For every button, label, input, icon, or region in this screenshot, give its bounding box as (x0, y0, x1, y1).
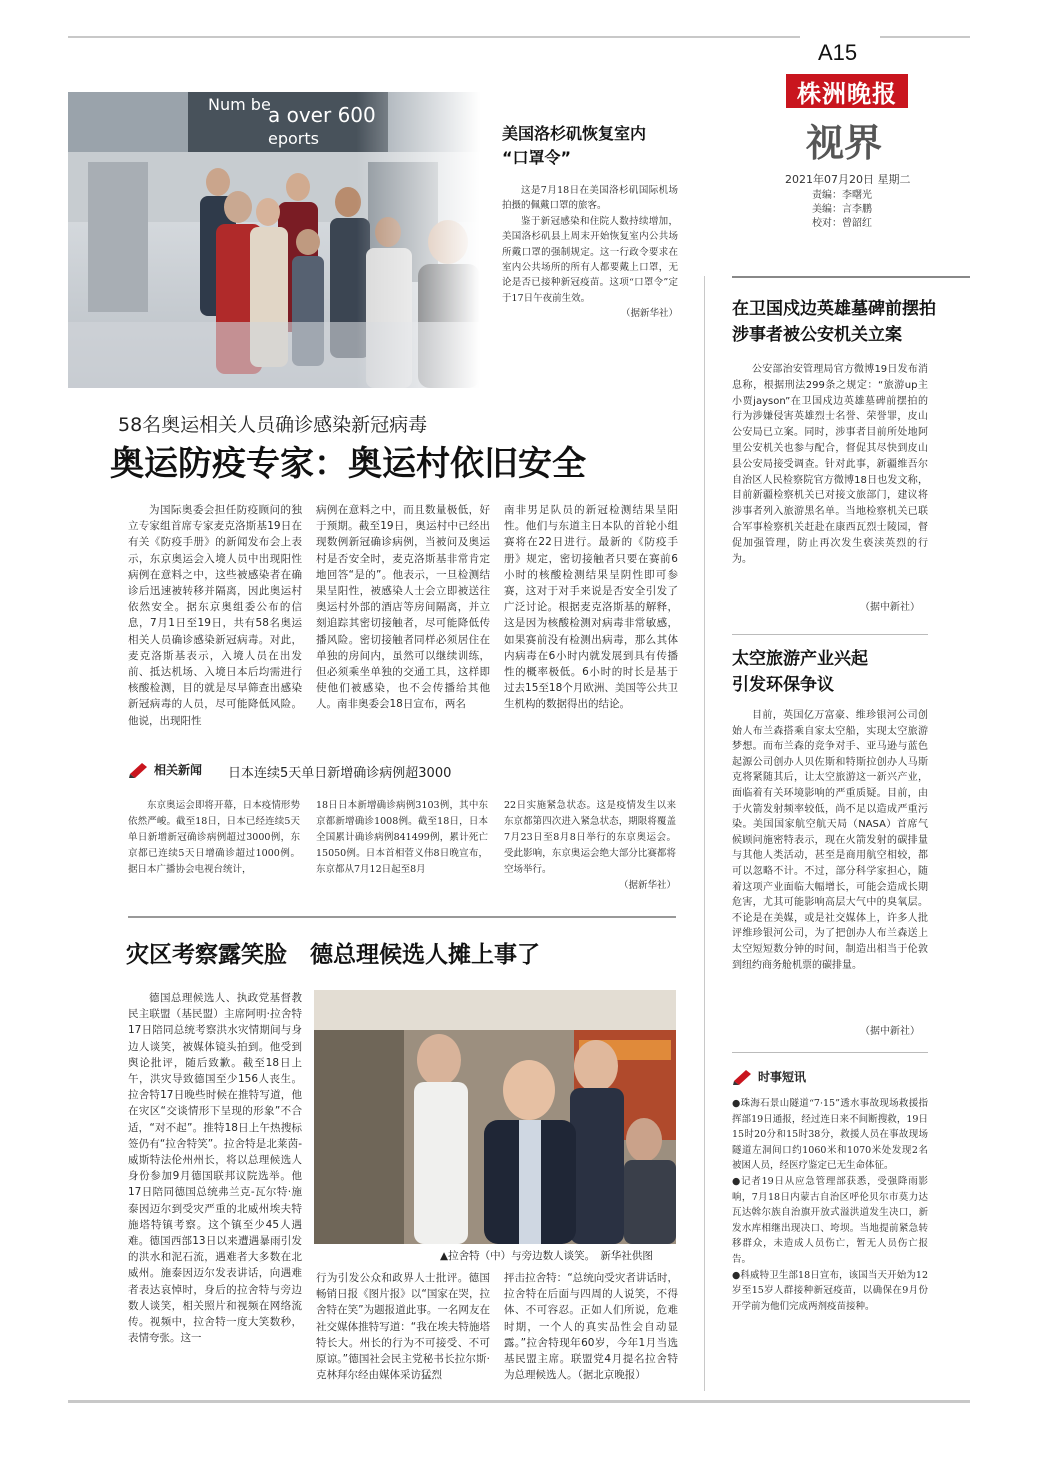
space-body-text: 目前，英国亿万富豪、维珍银河公司创始人布兰森搭乘自家太空船，实现太空旅游梦想。而布兰森的竞争对手、亚马逊与蓝色起源公司创办人贝佐斯和特斯拉创办人马斯克将紧随其后，让太空旅游这一新兴产业，面临着有关环境影响的严重质疑。目前，由于火箭发射频率较低，尚不足以造成严重污染。美国国家航空航天局（NASA）首席气候顾问施密特表示，现在火箭发射的碳排量与其他人类活动，甚至是商用航空相较，都可以忽略不计。不过，部分科学家担心，随着这项产业面临大幅增长，可能会造成长期危害，尤其可能影响高层大气中的臭氧层。不论是在美媒，或是社交媒体上，许多人批评维珍银河公司，为了把创办人布兰森送上太空短短数分钟的时间，制造出相当于伦敦到纽约商务舱机票的碳排量。 (732, 710, 928, 971)
space-source: （据中新社） (860, 1026, 920, 1037)
related-news-tag (128, 761, 202, 778)
brief-list (732, 1096, 928, 1386)
germany-col-3 (504, 1270, 678, 1384)
brief-item-2: ●记者19日从应急管理部获悉，受强降雨影响，7月18日内蒙古自治区呼伦贝尔市莫力达瓦达斡尔族自治旗开放式溢洪道发生决口，新发水库相继出现决口、垮坝。当地提前紧急转移群众，未造成人员伤亡，暂无人员伤亡报告。 (732, 1175, 928, 1265)
tourist-headline-line-1: 在卫国戍边英雄墓碑前摆拍 (732, 299, 936, 319)
laschet-photo (314, 990, 676, 1244)
olympic-col-1 (128, 502, 302, 742)
la-story-p1: 这是7月18日在美国洛杉矶国际机场拍摄的佩戴口罩的旅客。 (502, 185, 678, 212)
la-headline-line-1: 美国洛杉矶恢复室内 (502, 124, 647, 143)
olympic-col-3 (504, 502, 678, 742)
laschet-photo-art (314, 990, 676, 1244)
issue-date: 2021年07月20日 星期二 (785, 173, 911, 186)
related-col-2-text: 18日日本新增确诊病例3103例，其中东京都新增确诊1008例。截至18日，日本全国累计确诊病例841499例，累计死亡15050例。日本首相菅义伟8日晚宣布，东京都从7月12日起至8月 (316, 800, 488, 875)
la-airport-photo (68, 92, 480, 388)
paper-name: 株洲晚报 (797, 78, 897, 108)
top-rule-right (880, 36, 970, 38)
la-headline (502, 122, 646, 170)
pen-icon (128, 762, 150, 778)
paper-logo (786, 74, 908, 108)
la-story-p2: 鉴于新冠感染和住院人数持续增加，美国洛杉矶县上周末开始恢复室内公共场所戴口罩的强制规定。这一行政令要求在室内公共场所的所有人都要戴上口罩，无论是否已接种新冠疫苗。这项“口罩令”定于17日午夜前生效。 (502, 215, 678, 304)
related-source: （据新华社） (618, 880, 676, 891)
right-column-divider (704, 276, 705, 1391)
olympic-headline: 奥运防疫专家：奥运村依旧安全 (110, 444, 586, 484)
proofreader-credit: 校对：曾韶红 (812, 218, 872, 229)
germany-col-2-text: 行为引发公众和政界人士批评。德国畅销日报《图片报》以“国家在哭，拉舍特在笑”为题报道此事。一名网友在社交媒体推特写道：“我在埃夫特施塔特长大。州长的行为不可接受、不可原谅。”德国社会民主党秘书长拉尔斯·克林拜尔经由媒体采访猛烈 (316, 1272, 490, 1382)
germany-col-3-text: 抨击拉舍特：“总统向受灾者讲话时，拉舍特在后面与四周的人说笑，不得体、不可容忍。正如人们所说，危难时期，一个人的真实品性会自动显露。”拉舍特现年60岁，今年1月当选基民盟主席。联盟党4月提名拉舍特为总理候选人。（据北京晚报） (504, 1272, 678, 1382)
editor-credit: 责编：李曙光 (812, 190, 872, 201)
related-col-3 (504, 798, 676, 894)
related-col-1-text: 东京奥运会即将开幕，日本疫情形势依然严峻。截至18日，日本已经连续5天单日新增新冠确诊病例超过3000例，东京都已连续5天日增确诊超过1000例。据日本广播协会电视台统计， (128, 800, 300, 875)
related-col-1 (128, 798, 300, 878)
la-headline-line-2: “口罩令” (502, 148, 572, 167)
tourist-headline-line-2: 涉事者被公安机关立案 (732, 325, 902, 345)
right-column-top-rule (732, 276, 970, 278)
airport-sign-line-1: Num be (208, 95, 271, 114)
la-story-body (502, 183, 678, 322)
germany-headline: 灾区考察露笑脸 德总理候选人摊上事了 (126, 942, 540, 968)
space-headline (732, 646, 868, 698)
olympic-col-3-text: 南非男足队员的新冠检测结果呈阳性。他们与东道主日本队的首轮小组赛将在22日进行。最新的《防疫手册》规定，密切接触者只要在赛前6小时的核酸检测结果呈阴性即可参赛，这对于对手来说是否安全引发了广泛讨论。根据麦克洛斯基的解释，这是因为核酸检测对病毒非常敏感，如果赛前没有检测出病毒，那么其体内病毒在6小时内就发展到具有传播性的概率极低。6小时的时长是基于过去15至18个月欧洲、美国等公共卫生机构的数据得出的结论。 (504, 504, 678, 711)
related-news-headline: 日本连续5天单日新增确诊病例超3000 (228, 766, 452, 781)
olympic-col-1-text: 为国际奥委会担任防疫顾问的独立专家组首席专家麦克洛斯基19日在有关《防疫手册》的新闻发布会上表示，东京奥运会入境人员中出现阳性病例在意料之中，这些被感染者在确诊后迅速被转移并隔离，因此奥运村依然安全。据东京奥组委公布的信息，7月1日至19日，共有58名奥运相关人员确诊感染新冠病毒。对此，麦克洛斯基表示，入境人员在出发前、抵达机场、入境日本后均需进行核酸检测，目的就是尽早筛查出感染新冠病毒的人员，尽可能降低风险。他说，出现阳性 (128, 504, 302, 727)
germany-col-1-text: 德国总理候选人、执政党基督教民主联盟（基民盟）主席阿明·拉舍特17日陪同总统考察洪水灾情期间与身边人谈笑，被媒体镜头拍到。他受到舆论批评，随后致歉。截至18日上午，洪灾导致德国至少156人丧生。拉舍特17日晚些时候在推特写道，他在灾区“交谈情形下呈现的形象”不合适，“对不起”。推特18日上午热搜标签仍有“拉舍特笑”。拉舍特是北莱茵-威斯特法伦州州长，将以总理候选人身份参加9月德国联邦议院选举。他17日陪同德国总统弗兰克-瓦尔特·施泰因迈尔到受灾严重的北威州埃夫特施塔特镇考察。这个镇至少45人遇难。德国西部13日以来遭遇暴雨引发的洪水和泥石流，遇难者大多数在北威州。施泰因迈尔发表讲话，向遇难者表达哀悼时，身后的拉舍特与旁边数人谈笑，相关照片和视频在网络流传。视频中，拉舍特一度大笑数秒，表情夸张。这一 (128, 992, 302, 1345)
brief-label: 时事短讯 (758, 1070, 807, 1084)
la-airport-photo-art (68, 92, 480, 388)
tourist-source: （据中新社） (860, 602, 920, 613)
tourist-body-text: 公安部治安管理局官方微博19日发布消息称，根据刑法299条之规定：“旅游up主小贾jayson”在卫国戍边英雄墓碑前摆拍的行为涉嫌侵害英雄烈士名誉、荣誉罪，皮山公安局已立案。同时，涉事者目前所处地阿里公安机关也参与配合，督促其尽快到皮山县公安局接受调查。针对此事，新疆维吾尔自治区人民检察院官方微博18日也发文称，目前新疆检察机关已对接文旅部门，建议将涉事者列入旅游黑名单。当地检察机关已联合军事检察机关赶赴在康西瓦烈士陵园，督促加强管理，防止再次发生亵渎英烈的行为。 (732, 364, 928, 565)
page-number: A15 (818, 40, 858, 65)
olympic-col-2-text: 病例在意料之中，而且数量极低，好于预期。截至19日，奥运村中已经出现数例新冠确诊病例，当被问及奥运村是否安全时，麦克洛斯基非常肯定地回答“是的”。他表示，一旦检测结果呈阳性，被感染人士会立即被送往奥运村外部的酒店等房间隔离，并立刻追踪其密切接触者，尽可能降低传播风险。密切接触者同样必须居住在单独的房间内，虽然可以继续训练，但必须乘坐单独的交通工具，这样即使他们被感染，也不会传播给其他人。南非奥委会18日宣布，两名 (316, 504, 490, 711)
related-news-label: 相关新闻 (154, 763, 203, 777)
section-title: 视界 (806, 120, 883, 165)
olympic-subtitle: 58名奥运相关人员确诊感染新冠病毒 (118, 414, 428, 436)
brief-item-1: ●珠海石景山隧道“7·15”透水事故现场救援指挥部19日通报，经过连日来不间断搜救，19日15时20分和15时38分，救援人员在事故现场隧道左洞间口约1060米和1070米处发现2名被困人员，经医疗鉴定已无生命体征。 (732, 1098, 928, 1172)
space-body (732, 708, 928, 1020)
tourist-body (732, 362, 928, 596)
brief-item-3: ●科威特卫生部18日宣布，该国当天开始为12岁至15岁人群接种新冠疫苗，以确保在9月份开学前为他们完成两剂疫苗接种。 (732, 1269, 928, 1312)
airport-sign-line-2: a over 600 (268, 103, 376, 127)
la-story-source: （据新华社） (620, 308, 678, 320)
space-headline-line-1: 太空旅游产业兴起 (732, 649, 868, 669)
olympic-col-2 (316, 502, 490, 742)
related-col-3-text: 22日实施紧急状态。这是疫情发生以来东京都第四次进入紧急状态，期限将覆盖7月23日至8月8日举行的东京奥运会。受此影响，东京奥运会绝大部分比赛都将空场举行。 (504, 800, 676, 875)
airport-sign-line-3: eports (268, 129, 319, 148)
section-separator-1 (732, 634, 928, 635)
brief-tag (732, 1068, 806, 1085)
germany-col-2 (316, 1270, 490, 1384)
germany-col-1 (128, 990, 302, 1384)
space-headline-line-2: 引发环保争议 (732, 675, 834, 695)
designer-credit: 美编：言李鹏 (812, 204, 872, 215)
related-separator (128, 916, 676, 918)
laschet-photo-caption: ▲拉舍特（中）与旁边数人谈笑。 新华社供图 (440, 1250, 653, 1262)
pen-icon (732, 1069, 754, 1085)
top-rule (68, 36, 800, 38)
tourist-headline (732, 296, 936, 348)
related-col-2 (316, 798, 488, 878)
bottom-rule (68, 1400, 970, 1403)
section-separator-2 (732, 1052, 928, 1053)
